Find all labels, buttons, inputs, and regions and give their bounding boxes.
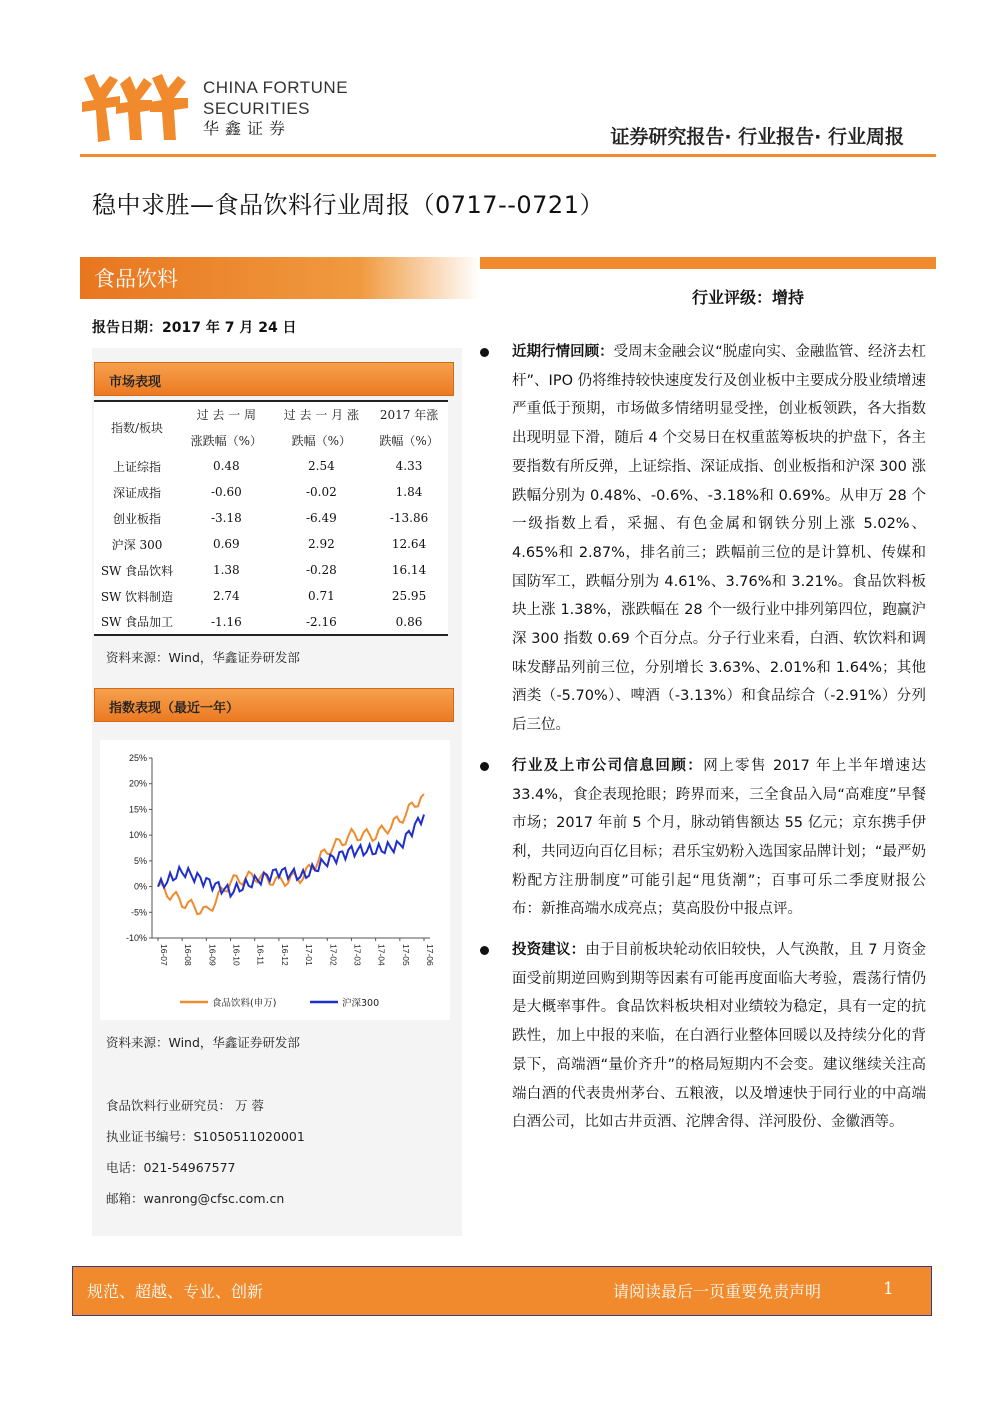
table-cell: 12.64	[391, 537, 427, 551]
analyst-phone: 电话：021-54967577	[106, 1160, 236, 1175]
report-series: 证券研究报告· 行业报告· 行业周报	[610, 126, 904, 148]
list-item	[478, 936, 926, 1137]
table-cell: 0.71	[308, 589, 335, 603]
x-tick-label: 16-10	[231, 944, 242, 966]
table-cell: 1.38	[212, 563, 240, 577]
table-cell: 1.84	[395, 485, 423, 499]
company-logo-icon	[80, 70, 192, 146]
bullet-icon	[480, 946, 489, 955]
table-cell: -6.49	[305, 511, 337, 525]
table-row	[94, 583, 448, 609]
sector-label: 食品饮料	[94, 267, 178, 291]
list-item	[478, 752, 926, 924]
x-tick-label: 16-12	[279, 944, 290, 966]
table-cell: 深证成指	[112, 485, 161, 500]
index-chart	[100, 740, 450, 1020]
table-cell: -3.18	[210, 511, 242, 525]
x-tick-label: 17-04	[376, 944, 387, 966]
table-cell: -13.86	[389, 511, 429, 525]
table-header-row	[94, 401, 448, 427]
series-line	[158, 794, 424, 914]
industry-rating: 行业评级：增持	[692, 288, 805, 307]
table-row	[94, 557, 448, 583]
analyst-email: 邮箱：wanrong@cfsc.com.cn	[106, 1191, 285, 1206]
table-cell: -1.16	[180, 609, 273, 635]
series-line	[158, 815, 424, 897]
x-tick-label: 16-11	[255, 944, 266, 966]
y-tick-label: 10%	[128, 830, 147, 841]
table-header-cell: 涨跌幅（%）	[190, 433, 263, 448]
table-cell: -2.16	[273, 609, 370, 635]
table-header-cell: 2017 年涨	[379, 408, 439, 422]
bullet-body: 由于目前板块轮动依旧较快，人气涣散，且 7 月资金面受前期逆回购到期等因素有可能再度面临大考验，震荡行情仍是大概率事件。食品饮料板块相对业绩较为稳定，具有一定的抗跌性，加上中报的来临，在白酒行业整体回暖以及持续分化的背景下，高端酒“量价齐升”的格局短期内不会变。建议继续关注高端白酒的代表贵州茅台、五粮液，以及增速快于同行业的中高端白酒公司，比如古井贡酒、沱牌舍得、洋河股份、金徽酒等。	[512, 942, 927, 1131]
page-footer	[72, 1266, 932, 1316]
table-cell: 2.54	[308, 459, 335, 473]
table-header-cell: 指数/板块	[110, 421, 164, 435]
x-tick-label: 16-07	[159, 944, 169, 966]
sector-tab	[80, 257, 480, 299]
table-cell: 上证综指	[112, 459, 161, 474]
y-tick-label: 20%	[128, 778, 147, 789]
market-table	[94, 400, 448, 636]
table-cell: SW 饮料制造	[100, 589, 174, 604]
chart-source: 资料来源：Wind，华鑫证券研发部	[106, 1035, 300, 1050]
x-tick-label: 17-03	[352, 944, 363, 966]
table-cell: 25.95	[391, 589, 427, 603]
table-cell: 0.48	[212, 459, 240, 473]
bullet-body: 受周末金融会议“脱虚向实、金融监管、经济去杠杆”、IPO 仍将维持较快速度发行及创业板中主要成分股业绩增速严重低于预期，市场做多情绪明显受挫，创业板领跌，各大指数出现明显下滑，随后 4 个交易日在权重蓝筹板块的护盘下，各主要指数有所反弹，上证综指、深证成指、创业板指和沪深 300 涨跌幅分别为 0.48%、-0.6%、-3.18%和 0.69%。从申万 28 个一级指数上看，采掘、有色金属和钢铁分别上涨 5.02%、4.65%和 2.87%，排名前三；跌幅前三位的是计算机、传媒和国防军工，跌幅分别为 4.61%、3.76%和 3.21%。食品饮料板块上涨 1.38%，涨跌幅在 28 个一级行业中排列第四位，跑赢沪深 300 指数 0.69 个百分点。分子行业来看，白酒、软饮料和调味发酵品列前三位，分别增长 3.63%、2.01%和 1.64%；其他酒类（-5.70%）、啤酒（-3.13%）和食品综合（-2.91%）分列后三位。	[512, 344, 926, 734]
y-tick-label: -10%	[125, 933, 147, 943]
table-row	[94, 505, 448, 531]
brand-en-line2: SECURITIES	[203, 99, 311, 118]
table-cell: 0.69	[212, 537, 240, 551]
table-row	[94, 479, 448, 505]
table-cell: 沪深 300	[111, 537, 163, 552]
index-header	[94, 688, 454, 722]
table-cell: 创业板指	[112, 511, 161, 526]
table-cell: SW 食品饮料	[100, 563, 174, 578]
table-cell: 0.86	[370, 609, 448, 635]
table-cell: -0.60	[210, 485, 242, 499]
y-tick-label: 5%	[133, 855, 147, 866]
x-tick-label: 17-01	[304, 944, 315, 966]
table-header-cell: 跌幅（%）	[379, 433, 439, 448]
x-tick-label: 17-05	[400, 944, 411, 966]
analyst-cert: 执业证书编号：S1050511020001	[106, 1129, 305, 1144]
x-tick-label: 16-08	[183, 944, 194, 966]
market-source: 资料来源：Wind，华鑫证券研发部	[106, 650, 300, 665]
table-cell: 2.92	[308, 537, 335, 551]
brand-en-line1: CHINA FORTUNE	[203, 78, 349, 97]
report-title: 稳中求胜—食品饮料行业周报（0717--0721）	[92, 191, 604, 219]
footer-disclaimer: 请阅读最后一页重要免责声明	[613, 1282, 822, 1301]
y-tick-label: 25%	[128, 753, 147, 763]
table-row	[94, 453, 448, 479]
legend-label: 食品饮料(申万)	[212, 998, 277, 1009]
x-tick-label: 16-09	[207, 944, 218, 966]
brand-cn: 华鑫证券	[203, 121, 292, 138]
analyst-name: 食品饮料行业研究员： 万 蓉	[106, 1098, 264, 1113]
y-tick-label: -5%	[130, 907, 147, 918]
x-tick-label: 17-02	[328, 944, 339, 966]
header-divider	[80, 154, 936, 157]
market-header-label: 市场表现	[109, 375, 162, 390]
table-header-cell: 过 去 一 周	[196, 408, 257, 422]
y-tick-label: 15%	[128, 804, 147, 815]
table-cell: 4.33	[395, 459, 423, 473]
page-number: 1	[883, 1279, 894, 1299]
footer-slogan: 规范、超越、专业、创新	[87, 1282, 264, 1301]
list-item	[478, 338, 926, 740]
index-header-label: 指数表现（最近一年）	[109, 701, 240, 716]
market-header	[94, 362, 454, 396]
table-row	[94, 609, 448, 635]
legend-label: 沪深300	[342, 998, 380, 1009]
bullet-heading: 行业及上市公司信息回顾：	[512, 757, 704, 774]
table-cell: -0.02	[305, 485, 337, 499]
bullet-icon	[480, 348, 489, 357]
bullet-heading: 近期行情回顾：	[512, 344, 614, 360]
x-tick-label: 17-06	[425, 944, 435, 966]
table-cell: 2.74	[212, 589, 240, 603]
table-cell: SW 食品加工	[94, 609, 180, 635]
summary-bullets	[478, 338, 926, 1149]
table-cell: 16.14	[391, 563, 427, 577]
y-tick-label: 0%	[133, 881, 147, 892]
bullet-icon	[480, 762, 489, 771]
brand-name	[203, 77, 348, 141]
bullet-heading: 投资建议：	[512, 942, 586, 959]
report-date: 报告日期：2017 年 7 月 24 日	[92, 320, 297, 336]
table-header-cell: 跌幅（%）	[291, 433, 352, 448]
table-header-cell: 过 去 一 月 涨	[283, 408, 359, 422]
bullet-body: 网上零售 2017 年上半年增速达 33.4%，食企表现抢眼；跨界而来，三全食品入局“高难度”早餐市场；2017 年前 5 个月，脉动销售额达 55 亿元；京东携手伊利，共同迈向百亿目标；君乐宝奶粉入选国家品牌计划；“最严奶粉配方注册制度”可能引起“甩货潮”；百事可乐二季度财报公布：新推高端水成亮点；莫高股份中报点评。	[512, 757, 926, 918]
table-cell: -0.28	[305, 563, 337, 577]
table-row	[94, 531, 448, 557]
